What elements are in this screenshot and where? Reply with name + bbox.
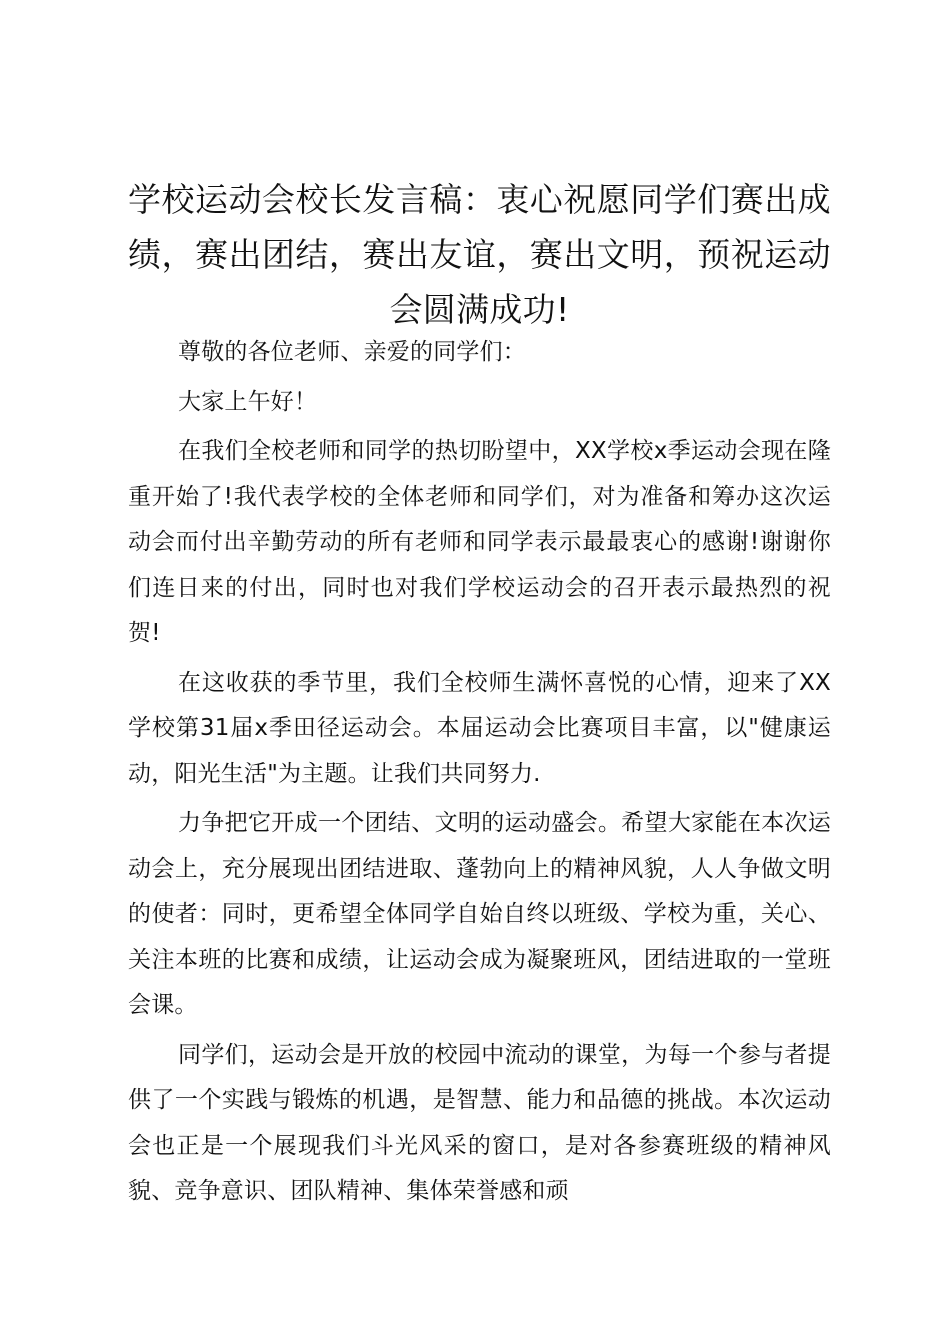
- greeting: 大家上午好！: [178, 388, 318, 415]
- salutation: 尊敬的各位老师、亲爱的同学们：: [178, 339, 526, 365]
- paragraph: 在这收获的季节里，我们全校师生满怀喜悦的心情，迎来了XX学校第31届x季田径运动会。本届运动会比赛项目丰富，以"健康运动，阳光生活"为主题。让我们共同努力.: [128, 669, 831, 787]
- paragraph: 同学们，运动会是开放的校园中流动的课堂，为每一个参与者提供了一个实践与锻炼的机遇，是智慧、能力和品德的挑战。本次运动会也正是一个展现我们斗光风采的窗口，是对各参赛班级的精神风貌、竞争意识、团队精神、集体荣誉感和顽: [128, 1041, 831, 1204]
- paragraph: 力争把它开成一个团结、文明的运动盛会。希望大家能在本次运动会上，充分展现出团结进取、蓬勃向上的精神风貌，人人争做文明的使者：同时，更希望全体同学自始自终以班级、学校为重，关心、关注本班的比赛和成绩，让运动会成为凝聚班风，团结进取的一堂班会课。: [128, 810, 831, 1018]
- paragraph: 在我们全校老师和同学的热切盼望中，XX学校x季运动会现在隆重开始了!我代表学校的全体老师和同学们，对为准备和筹办这次运动会而付出辛勤劳动的所有老师和同学表示最最衷心的感谢!谢谢你们连日来的付出，同时也对我们学校运动会的召开表示最热烈的祝贺!: [128, 438, 831, 646]
- document-body: [128, 330, 831, 1219]
- document-title: 学校运动会校长发言稿：衷心祝愿同学们赛出成绩，赛出团结，赛出友谊，赛出文明，预祝运动会圆满成功!: [128, 180, 831, 329]
